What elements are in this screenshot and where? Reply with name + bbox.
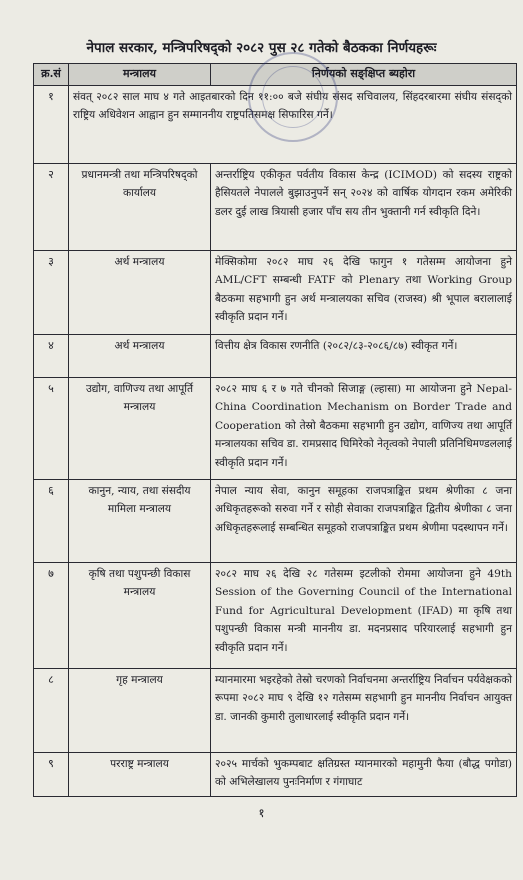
table-row bbox=[34, 562, 517, 668]
table-row bbox=[34, 163, 517, 250]
row-decision: २०८२ माघ ६ र ७ गते चीनको सिजाङ्ग (ल्हासा) मा आयोजना हुने Nepal-China Coordination Mechanism on Border Trade and Cooperation को तेस्रो बैठकमा सहभागी हुन उद्योग, वाणिज्य तथा आपूर्ति मन्त्रालयका सचिव डा. रामप्रसाद घिमिरेको नेतृत्वको नेपाली प्रतिनिधिमण्डललाई स्वीकृति प्रदान गर्ने। bbox=[211, 377, 517, 479]
row-ministry: परराष्ट्र मन्त्रालय bbox=[69, 752, 211, 796]
header-decision: निर्णयको सङ्क्षिप्त ब्यहोरा bbox=[211, 64, 517, 86]
table-row bbox=[34, 752, 517, 796]
decisions-table bbox=[33, 63, 517, 797]
header-ministry: मन्त्रालय bbox=[69, 64, 211, 86]
row-decision: नेपाल न्याय सेवा, कानुन समूहका राजपत्राङ्कित प्रथम श्रेणीका ८ जना अधिकृतहरूको सरुवा गर्ने र सोही सेवाका राजपत्राङ्कित द्वितीय श्रेणीका ८ जना अधिकृतहरूलाई सम्बन्धित समूहको राजपत्राङ्कित प्रथम श्रेणीमा पदस्थापन गर्ने। bbox=[211, 479, 517, 562]
row-ministry: कानुन, न्याय, तथा संसदीय मामिला मन्त्रालय bbox=[69, 479, 211, 562]
row-serial: ९ bbox=[34, 752, 69, 796]
row-decision: २०२५ मार्चको भुकम्पबाट क्षतिग्रस्त म्यानमारको महामुनी फैया (बौद्ध पगोडा) को अभिलेखालय पुनःनिर्माण र गंगाघाट bbox=[211, 752, 517, 796]
seal-inner-ring bbox=[262, 66, 324, 128]
row-decision: वित्तीय क्षेत्र विकास रणनीति (२०८२/८३-२०८६/८७) स्वीकृत गर्ने। bbox=[211, 334, 517, 377]
row-ministry: गृह मन्त्रालय bbox=[69, 668, 211, 752]
office-seal-stamp bbox=[248, 52, 338, 142]
row-ministry: कृषि तथा पशुपन्छी विकास मन्त्रालय bbox=[69, 562, 211, 668]
row-ministry: प्रधानमन्त्री तथा मन्त्रिपरिषद्को कार्यालय bbox=[69, 163, 211, 250]
row-serial: ५ bbox=[34, 377, 69, 479]
row-serial: ८ bbox=[34, 668, 69, 752]
row-serial: ४ bbox=[34, 334, 69, 377]
row-serial: ७ bbox=[34, 562, 69, 668]
row-decision: मेक्सिकोमा २०८२ माघ २६ देखि फागुन १ गतेसम्म आयोजना हुने AML/CFT सम्बन्धी FATF को Plenary तथा Working Group बैठकमा सहभागी हुन अर्थ मन्त्रालयका सचिव (राजस्व) श्री भूपाल बरालालाई स्वीकृति प्रदान गर्ने। bbox=[211, 250, 517, 334]
row-decision: २०८२ माघ २६ देखि २८ गतेसम्म इटलीको रोममा आयोजना हुने 49th Session of the Governing Council of the International Fund for Agricultural Development (IFAD) मा कृषि तथा पशुपन्छी विकास मन्त्री माननीय डा. मदनप्रसाद परियारलाई सहभागी हुन स्वीकृति प्रदान गर्ने। bbox=[211, 562, 517, 668]
table-row bbox=[34, 668, 517, 752]
row-decision: अन्तर्राष्ट्रिय एकीकृत पर्वतीय विकास केन्द्र (ICIMOD) को सदस्य राष्ट्रको हैसियतले नेपालले बुझाउनुपर्ने सन् २०२४ को वार्षिक योगदान रकम अमेरिकी डलर दुई लाख त्रियासी हजार पाँच सय तीन भुक्तानी गर्न स्वीकृति दिने। bbox=[211, 163, 517, 250]
page-title: नेपाल सरकार, मन्त्रिपरिषद्को २०८२ पुस २८ गतेको बैठकका निर्णयहरूः bbox=[86, 40, 437, 56]
row-serial: ६ bbox=[34, 479, 69, 562]
row-decision: संवत् २०८२ साल माघ ४ गते आइतबारको दिन ११:०० बजे संघीय संसद सचिवालय, सिंहदरबारमा संघीय संसद्को राष्ट्रिय अधिवेशन आह्वान हुन सम्माननीय राष्ट्रपतिसमक्ष सिफारिस गर्ने। bbox=[69, 85, 517, 163]
page-number: १ bbox=[258, 806, 265, 820]
row-ministry: अर्थ मन्त्रालय bbox=[69, 250, 211, 334]
table-row bbox=[34, 479, 517, 562]
row-ministry: अर्थ मन्त्रालय bbox=[69, 334, 211, 377]
row-decision: म्यानमारमा भइरहेको तेस्रो चरणको निर्वाचनमा अन्तर्राष्ट्रिय निर्वाचन पर्यवेक्षकको रूपमा २०८२ माघ ९ देखि १२ गतेसम्म सहभागी हुन माननीय निर्वाचन आयुक्त डा. जानकी कुमारी तुलाधारलाई स्वीकृति प्रदान गर्ने। bbox=[211, 668, 517, 752]
row-ministry: उद्योग, वाणिज्य तथा आपूर्ति मन्त्रालय bbox=[69, 377, 211, 479]
table-row bbox=[34, 377, 517, 479]
table-row bbox=[34, 250, 517, 334]
row-serial: ३ bbox=[34, 250, 69, 334]
row-serial: २ bbox=[34, 163, 69, 250]
row-serial: १ bbox=[34, 85, 69, 163]
header-serial: क्र.सं bbox=[34, 64, 69, 86]
table-row bbox=[34, 334, 517, 377]
